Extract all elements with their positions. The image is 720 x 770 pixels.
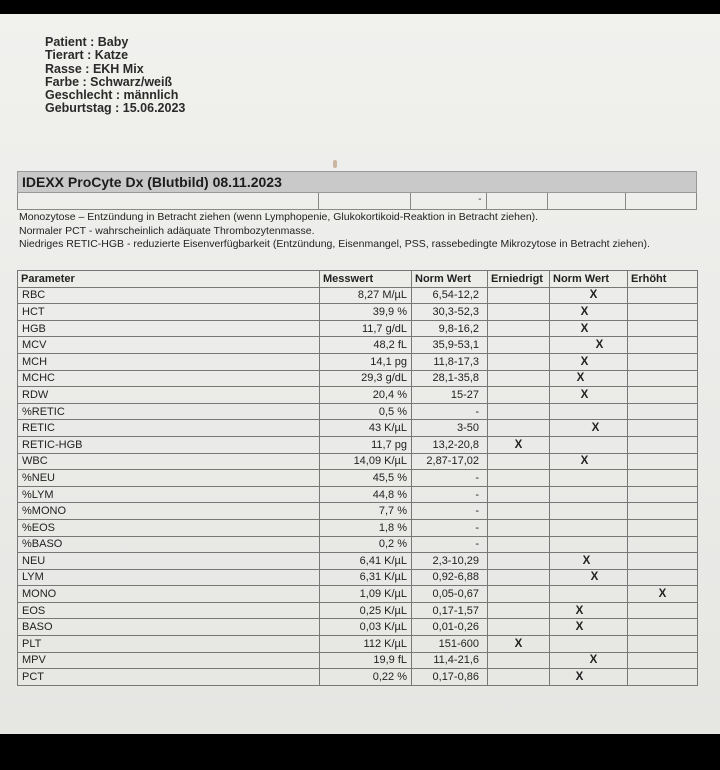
row-high-mark <box>628 519 698 536</box>
row-reference-range: 0,17-1,57 <box>412 602 488 619</box>
row-low-mark <box>488 586 550 603</box>
top-black-bar <box>0 0 720 14</box>
row-reference-range: - <box>412 403 488 420</box>
row-parameter: %BASO <box>18 536 320 553</box>
row-normal-mark: X <box>550 553 628 570</box>
row-parameter: %RETIC <box>18 403 320 420</box>
row-parameter: MCV <box>18 337 320 354</box>
report-notes <box>19 211 695 252</box>
row-low-mark <box>488 652 550 669</box>
row-measured-value: 6,41 K/µL <box>320 553 412 570</box>
row-high-mark <box>628 304 698 321</box>
note-pct: Normaler PCT - wahrscheinlich adäquate Thrombozytenmasse. <box>19 224 315 237</box>
report-title-bar <box>17 171 697 193</box>
row-reference-range: - <box>412 503 488 520</box>
row-reference-range: 2,87-17,02 <box>412 453 488 470</box>
row-low-mark <box>488 353 550 370</box>
row-parameter: LYM <box>18 569 320 586</box>
row-high-mark <box>628 320 698 337</box>
row-measured-value: 112 K/µL <box>320 636 412 653</box>
row-reference-range: 0,05-0,67 <box>412 586 488 603</box>
row-reference-range: 13,2-20,8 <box>412 436 488 453</box>
row-high-mark <box>628 619 698 636</box>
row-measured-value: 45,5 % <box>320 470 412 487</box>
row-measured-value: 0,22 % <box>320 669 412 686</box>
row-normal-mark <box>550 519 628 536</box>
table-row <box>18 486 698 503</box>
row-reference-range: 30,3-52,3 <box>412 304 488 321</box>
table-row <box>18 652 698 669</box>
row-low-mark <box>488 470 550 487</box>
bottom-black-bar <box>0 734 720 770</box>
row-low-mark <box>488 287 550 304</box>
patient-info <box>45 36 185 116</box>
row-parameter: MCH <box>18 353 320 370</box>
row-parameter: %EOS <box>18 519 320 536</box>
row-low-mark <box>488 536 550 553</box>
row-reference-range: - <box>412 470 488 487</box>
row-high-mark <box>628 387 698 404</box>
row-normal-mark: X <box>550 669 628 686</box>
row-normal-mark: X <box>550 652 628 669</box>
row-parameter: WBC <box>18 453 320 470</box>
row-normal-mark <box>550 486 628 503</box>
row-low-mark <box>488 403 550 420</box>
patient-color: Farbe : Schwarz/weiß <box>45 74 173 89</box>
row-reference-range: - <box>412 519 488 536</box>
row-measured-value: 0,25 K/µL <box>320 602 412 619</box>
row-normal-mark <box>550 586 628 603</box>
row-measured-value: 14,1 pg <box>320 353 412 370</box>
note-retic-hgb: Niedriges RETIC-HGB - reduzierte Eisenverfügbarkeit (Entzündung, Eisenmangel, PSS, rassebedingte Mikrozytose in Betracht ziehen). <box>19 238 650 250</box>
row-normal-mark <box>550 436 628 453</box>
row-low-mark <box>488 486 550 503</box>
row-low-mark <box>488 553 550 570</box>
row-normal-mark <box>550 536 628 553</box>
row-measured-value: 14,09 K/µL <box>320 453 412 470</box>
row-parameter: NEU <box>18 553 320 570</box>
row-measured-value: 0,5 % <box>320 403 412 420</box>
row-high-mark <box>628 337 698 354</box>
row-measured-value: 1,09 K/µL <box>320 586 412 603</box>
table-row <box>18 553 698 570</box>
row-parameter: RETIC <box>18 420 320 437</box>
row-high-mark <box>628 669 698 686</box>
empty-cell <box>411 193 487 209</box>
header-low: Erniedrigt <box>488 271 550 288</box>
table-row <box>18 453 698 470</box>
row-reference-range: 3-50 <box>412 420 488 437</box>
row-high-mark <box>628 602 698 619</box>
empty-cell <box>319 193 411 209</box>
row-measured-value: 7,7 % <box>320 503 412 520</box>
row-reference-range: 0,17-0,86 <box>412 669 488 686</box>
row-reference-range: 28,1-35,8 <box>412 370 488 387</box>
row-reference-range: 151-600 <box>412 636 488 653</box>
header-reference-range: Norm Wert <box>412 271 488 288</box>
row-normal-mark: X <box>550 602 628 619</box>
row-normal-mark: X <box>550 619 628 636</box>
row-reference-range: 9,8-16,2 <box>412 320 488 337</box>
row-high-mark <box>628 370 698 387</box>
empty-cell <box>18 193 319 209</box>
row-high-mark <box>628 503 698 520</box>
table-row <box>18 353 698 370</box>
row-reference-range: 35,9-53,1 <box>412 337 488 354</box>
empty-row-dash: - <box>478 194 482 205</box>
row-low-mark <box>488 304 550 321</box>
row-low-mark <box>488 320 550 337</box>
row-reference-range: 6,54-12,2 <box>412 287 488 304</box>
row-high-mark <box>628 536 698 553</box>
row-measured-value: 0,2 % <box>320 536 412 553</box>
row-reference-range: 0,01-0,26 <box>412 619 488 636</box>
row-reference-range: 11,8-17,3 <box>412 353 488 370</box>
row-low-mark <box>488 519 550 536</box>
row-low-mark <box>488 337 550 354</box>
row-measured-value: 44,8 % <box>320 486 412 503</box>
row-low-mark <box>488 453 550 470</box>
row-normal-mark: X <box>550 337 628 354</box>
row-measured-value: 11,7 pg <box>320 436 412 453</box>
row-normal-mark <box>550 636 628 653</box>
row-low-mark <box>488 420 550 437</box>
row-low-mark <box>488 569 550 586</box>
row-normal-mark <box>550 503 628 520</box>
row-parameter: BASO <box>18 619 320 636</box>
row-parameter: %NEU <box>18 470 320 487</box>
row-parameter: RETIC-HGB <box>18 436 320 453</box>
row-measured-value: 29,3 g/dL <box>320 370 412 387</box>
empty-header-row <box>17 193 697 210</box>
row-reference-range: - <box>412 486 488 503</box>
table-row <box>18 403 698 420</box>
row-low-mark <box>488 669 550 686</box>
row-high-mark <box>628 569 698 586</box>
table-row <box>18 337 698 354</box>
row-normal-mark <box>550 470 628 487</box>
note-monocytosis: Monozytose – Entzündung in Betracht ziehen (wenn Lymphopenie, Glukokortikoid-Reaktion in Betracht ziehen). <box>19 211 539 223</box>
row-normal-mark: X <box>550 304 628 321</box>
empty-cell <box>548 193 626 209</box>
header-measured-value: Messwert <box>320 271 412 288</box>
row-normal-mark: X <box>550 453 628 470</box>
table-row <box>18 586 698 603</box>
row-low-mark: X <box>488 436 550 453</box>
row-high-mark <box>628 486 698 503</box>
row-measured-value: 1,8 % <box>320 519 412 536</box>
row-parameter: PLT <box>18 636 320 653</box>
patient-species: Tierart : Katze <box>45 48 129 63</box>
row-high-mark: X <box>628 586 698 603</box>
row-parameter: MPV <box>18 652 320 669</box>
patient-breed: Rasse : EKH Mix <box>45 61 144 76</box>
row-measured-value: 43 K/µL <box>320 420 412 437</box>
row-high-mark <box>628 453 698 470</box>
row-measured-value: 39,9 % <box>320 304 412 321</box>
row-high-mark <box>628 353 698 370</box>
row-normal-mark: X <box>550 353 628 370</box>
row-high-mark <box>628 470 698 487</box>
table-row <box>18 370 698 387</box>
row-parameter: MCHC <box>18 370 320 387</box>
row-reference-range: 0,92-6,88 <box>412 569 488 586</box>
table-row <box>18 287 698 304</box>
row-parameter: EOS <box>18 602 320 619</box>
table-row <box>18 503 698 520</box>
row-parameter: PCT <box>18 669 320 686</box>
table-header-row <box>18 271 698 288</box>
row-low-mark <box>488 619 550 636</box>
row-low-mark <box>488 602 550 619</box>
row-measured-value: 8,27 M/µL <box>320 287 412 304</box>
row-parameter: HCT <box>18 304 320 321</box>
patient-birthday: Geburtstag : 15.06.2023 <box>45 101 186 116</box>
row-low-mark <box>488 503 550 520</box>
report-title: IDEXX ProCyte Dx (Blutbild) 08.11.2023 <box>22 174 282 190</box>
row-parameter: RDW <box>18 387 320 404</box>
row-measured-value: 0,03 K/µL <box>320 619 412 636</box>
row-low-mark <box>488 387 550 404</box>
row-reference-range: 2,3-10,29 <box>412 553 488 570</box>
row-high-mark <box>628 420 698 437</box>
row-parameter: %MONO <box>18 503 320 520</box>
header-normal: Norm Wert <box>550 271 628 288</box>
row-normal-mark: X <box>550 287 628 304</box>
row-high-mark <box>628 403 698 420</box>
table-row <box>18 420 698 437</box>
header-high: Erhöht <box>628 271 698 288</box>
row-measured-value: 48,2 fL <box>320 337 412 354</box>
row-high-mark <box>628 287 698 304</box>
row-parameter: HGB <box>18 320 320 337</box>
row-normal-mark: X <box>550 569 628 586</box>
patient-sex: Geschlecht : männlich <box>45 88 179 103</box>
table-row <box>18 619 698 636</box>
row-normal-mark: X <box>550 387 628 404</box>
row-high-mark <box>628 636 698 653</box>
table-row <box>18 387 698 404</box>
table-row <box>18 536 698 553</box>
row-low-mark: X <box>488 636 550 653</box>
row-low-mark <box>488 370 550 387</box>
row-measured-value: 11,7 g/dL <box>320 320 412 337</box>
row-parameter: MONO <box>18 586 320 603</box>
row-measured-value: 20,4 % <box>320 387 412 404</box>
table-row <box>18 636 698 653</box>
row-reference-range: 15-27 <box>412 387 488 404</box>
row-parameter: RBC <box>18 287 320 304</box>
row-parameter: %LYM <box>18 486 320 503</box>
blood-results-table <box>17 270 698 686</box>
table-row <box>18 669 698 686</box>
row-high-mark <box>628 553 698 570</box>
table-row <box>18 569 698 586</box>
row-normal-mark: X <box>550 370 628 387</box>
table-row <box>18 519 698 536</box>
empty-cell <box>626 193 696 209</box>
table-row <box>18 602 698 619</box>
table-row <box>18 304 698 321</box>
row-normal-mark: X <box>550 420 628 437</box>
row-measured-value: 19,9 fL <box>320 652 412 669</box>
row-measured-value: 6,31 K/µL <box>320 569 412 586</box>
row-normal-mark <box>550 403 628 420</box>
table-row <box>18 470 698 487</box>
row-high-mark <box>628 652 698 669</box>
table-row <box>18 320 698 337</box>
paper-mark <box>333 160 337 168</box>
row-reference-range: 11,4-21,6 <box>412 652 488 669</box>
row-high-mark <box>628 436 698 453</box>
row-reference-range: - <box>412 536 488 553</box>
table-row <box>18 436 698 453</box>
empty-cell <box>487 193 549 209</box>
patient-name: Patient : Baby <box>45 35 129 49</box>
row-normal-mark: X <box>550 320 628 337</box>
header-parameter: Parameter <box>18 271 320 288</box>
